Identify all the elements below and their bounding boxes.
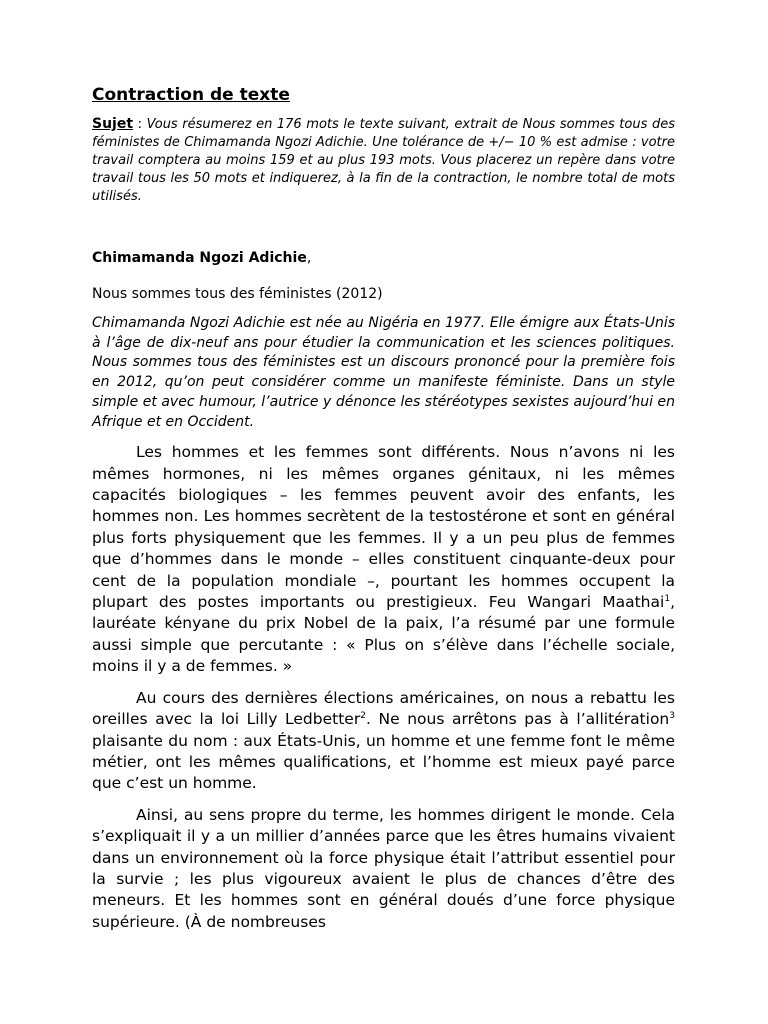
page-title: Contraction de texte	[92, 85, 290, 105]
assignment-instructions	[92, 115, 675, 206]
paragraph-2-text-b: . Ne nous arrêtons pas à l’allitération	[365, 710, 670, 729]
body-paragraph-1	[92, 442, 675, 677]
paragraph-2-text-a: Au cours des dernières élections américaines, on nous a rebattu les oreilles avec la loi Lilly Ledbetter	[92, 688, 675, 729]
paragraph-1-text-a: Les hommes et les femmes sont différents. Nous n’avons ni les mêmes hormones, ni les mêmes organes génitaux, ni les mêmes capacités biologiques – les femmes peuvent avoir des enfants, les hommes non. Les hommes secrètent de la testostérone et sont en général plus forts physiquement que les femmes. Il y a un peu plus de femmes que d’hommes dans le monde – elles constituent cinquante-deux pour cent de la population mondiale –, pourtant les hommes occupent la plupart des postes importants ou prestigieux. Feu Wangari Maathai	[92, 443, 675, 612]
body-paragraph-3: Ainsi, au sens propre du terme, les hommes dirigent le monde. Cela s’expliquait il y a un millier d’années parce que les êtres humains vivaient dans un environnement où la force physique était l’attribut essentiel pour la survie ; les plus vigoureux avaient le plus de chances d’être des meneurs. Et les hommes sont en général doués d’une force physique supérieure. (À de nombreuses	[92, 805, 675, 931]
sujet-text: Vous résumerez en 176 mots le texte suivant, extrait de Nous sommes tous des féministes de Chimamanda Ngozi Adichie. Une tolérance de +/− 10 % est admise : votre travail comptera au moins 159 et au plus 193 mots. Vous placerez un repère dans votre travail tous les 50 mots et indiquerez, à la fin de la contraction, le nombre total de mots utilisés.	[92, 117, 675, 204]
footnote-ref-2: 2	[360, 710, 366, 721]
footnote-ref-1: 1	[664, 593, 671, 604]
sujet-colon: :	[133, 117, 147, 132]
author-name: Chimamanda Ngozi Adichie	[92, 250, 307, 266]
footnote-ref-3: 3	[669, 710, 675, 721]
sujet-label: Sujet	[92, 116, 134, 132]
author-line	[92, 248, 675, 268]
author-introduction: Chimamanda Ngozi Adichie est née au Nigéria en 1977. Elle émigre aux États-Unis à l’âge de dix-neuf ans pour étudier la communication et les sciences politiques. Nous sommes tous des féministes est un discours prononcé pour la première fois en 2012, qu’on peut considérer comme un manifeste féministe. Dans un style simple et avec humour, l’autrice y dénonce les stéréotypes sexistes aujourd’hui en Afrique et en Occident.	[92, 315, 675, 430]
author-comma: ,	[306, 250, 312, 266]
paragraph-2-text-c: plaisante du nom : aux États-Unis, un homme et une femme font le même métier, ont les mêmes qualifications, et l’homme est mieux payé parce que c’est un homme.	[92, 731, 675, 793]
paragraph-1-text-b: , lauréate kényane du prix Nobel de la paix, l’a résumé par une formule aussi simple que percutante : « Plus on s’élève dans l’échelle sociale, moins il y a de femmes. »	[92, 593, 675, 676]
document-page	[92, 84, 675, 933]
work-title: Nous sommes tous des féministes (2012)	[92, 286, 383, 302]
body-paragraph-2	[92, 688, 675, 795]
